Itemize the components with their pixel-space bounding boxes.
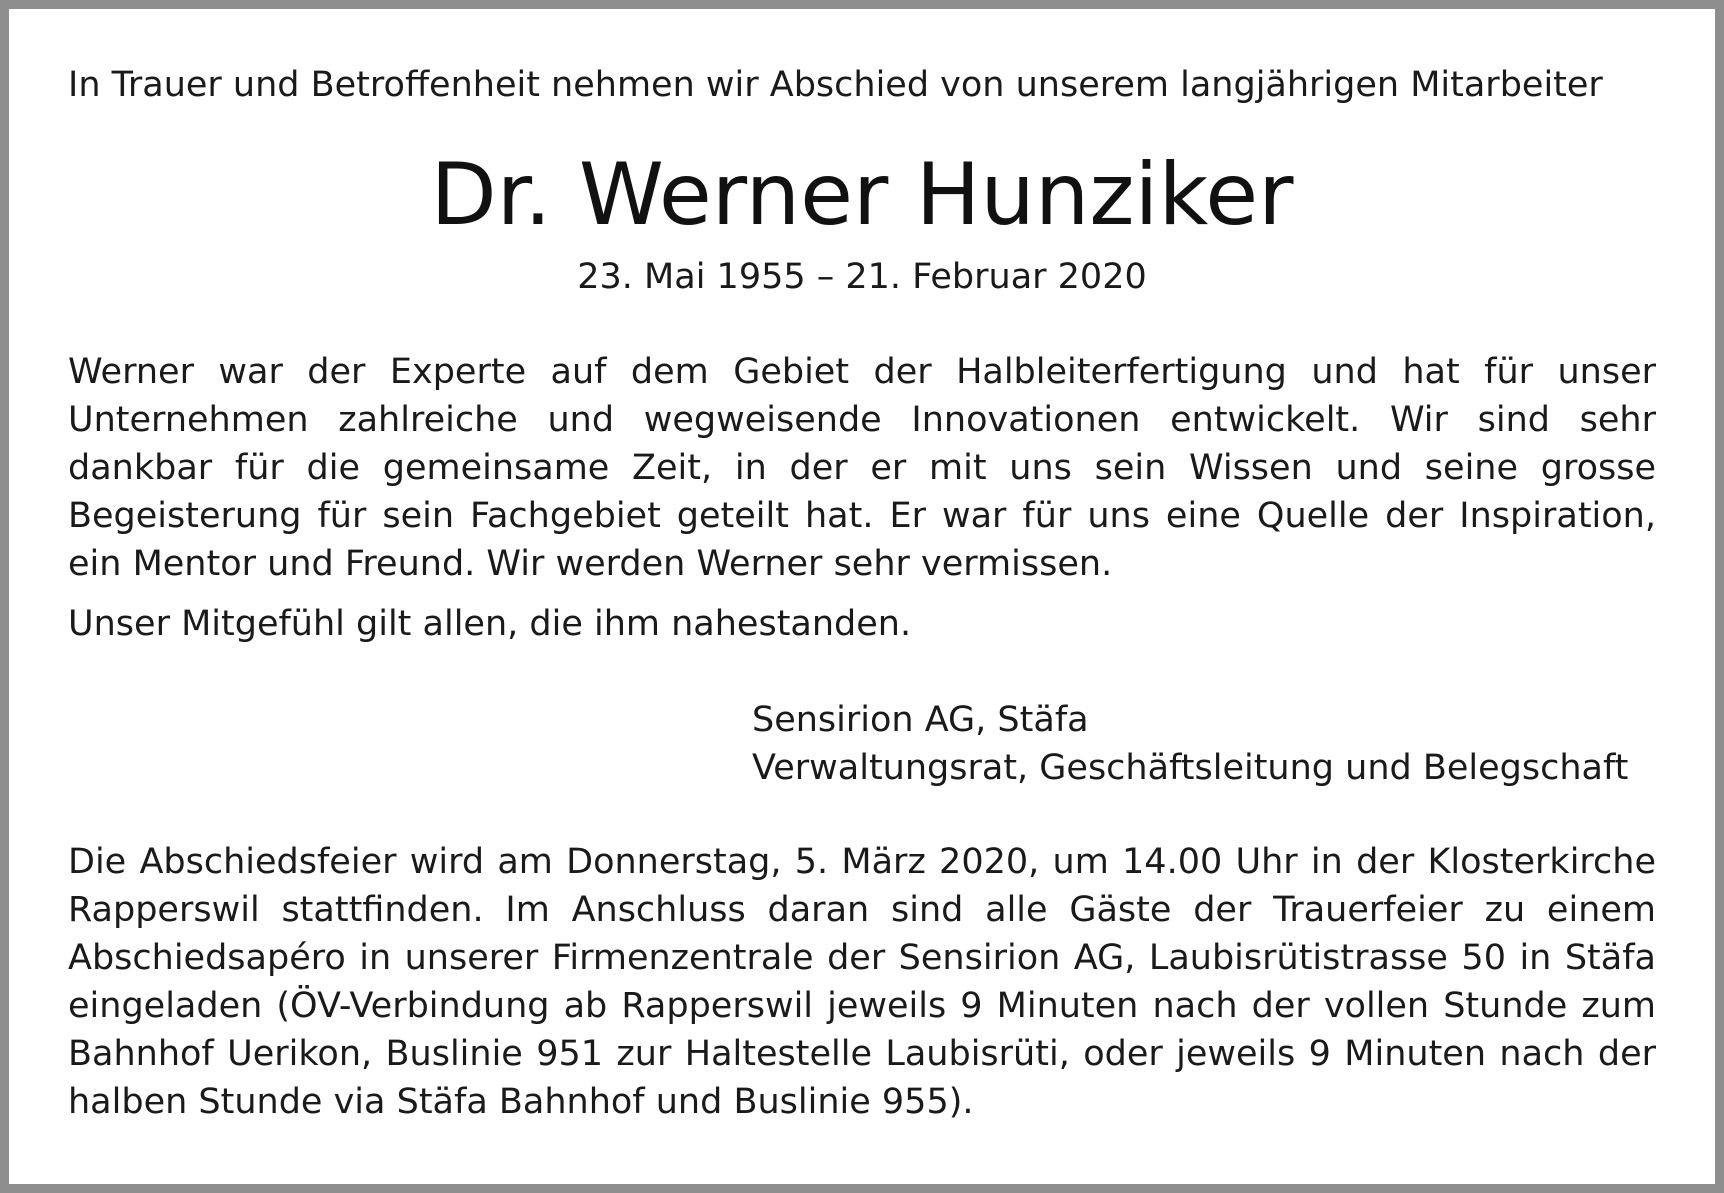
deceased-name: Dr. Werner Hunziker xyxy=(430,145,1294,245)
signature-signatories: Verwaltungsrat, Geschäftsleitung und Belegschaft xyxy=(752,748,1629,788)
intro-line: In Trauer und Betroffenheit nehmen wir Abschied von unserem langjährigen Mitarbeiter xyxy=(68,65,1603,105)
tribute-paragraph: Werner war der Experte auf dem Gebiet der Halbleiterfertigung und hat für unser Unternehmen zahlreiche und wegweisende Innovationen entwickelt. Wir sind sehr dankbar für die gemeinsame Zeit, in der er mit uns sein Wissen und seine grosse Begeisterung für sein Fachgebiet geteilt hat. Er war für uns eine Quelle der Inspiration, ein Mentor und Freund. Wir werden Werner sehr vermissen. xyxy=(68,352,1656,584)
life-dates: 23. Mai 1955 – 21. Februar 2020 xyxy=(577,257,1147,297)
signature-block xyxy=(752,696,1672,792)
signature-company: Sensirion AG, Stäfa xyxy=(752,700,1089,740)
condolence-line: Unser Mitgefühl gilt allen, die ihm nahestanden. xyxy=(68,604,912,644)
ceremony-paragraph: Die Abschiedsfeier wird am Donnerstag, 5. März 2020, um 14.00 Uhr in der Klosterkirche Rapperswil stattfinden. Im Anschluss daran sind alle Gäste der Trauerfeier zu einem Abschiedsapéro in unserer Firmenzentrale der Sensirion AG, Laubisrütistrasse 50 in Stäfa eingeladen (ÖV-Verbindung ab Rapperswil jeweils 9 Minuten nach der vollen Stunde zum Bahnhof Uerikon, Buslinie 951 zur Haltestelle Laubisrüti, oder jeweils 9 Minuten nach der halben Stunde via Stäfa Bahnhof und Buslinie 955). xyxy=(68,842,1656,1122)
frame-border-top xyxy=(0,0,1724,9)
frame-border-bottom xyxy=(0,1184,1724,1193)
